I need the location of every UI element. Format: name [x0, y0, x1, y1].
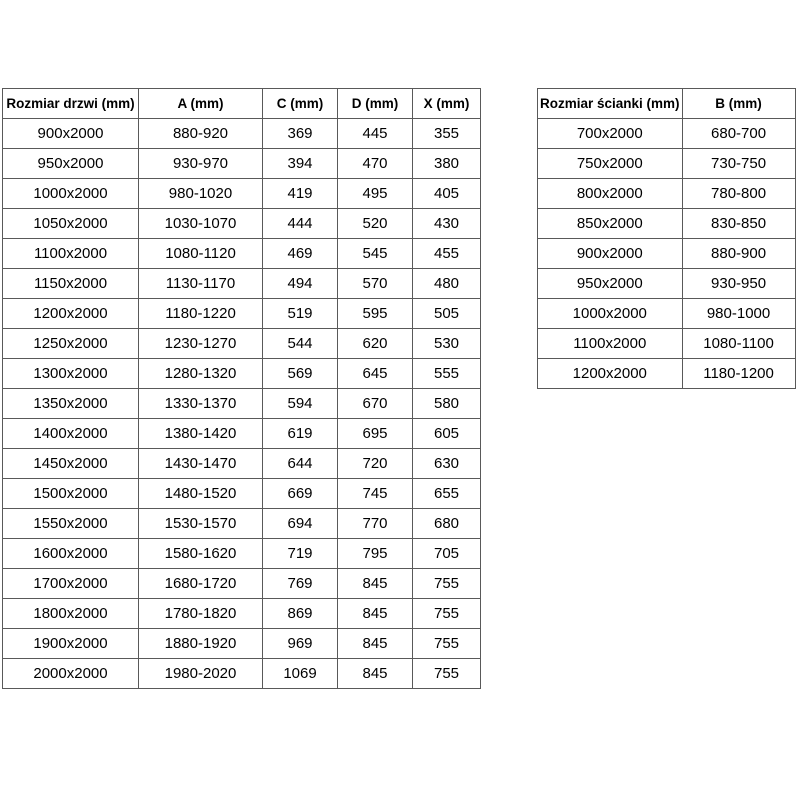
table-cell: 444 [263, 209, 338, 239]
table-cell: 880-920 [139, 119, 263, 149]
table-cell: 1500x2000 [3, 479, 139, 509]
table-row [3, 149, 481, 179]
table-cell: 730-750 [682, 149, 795, 179]
table-cell: 380 [413, 149, 481, 179]
table-row [538, 299, 796, 329]
table-cell: 1780-1820 [139, 599, 263, 629]
table-cell: 430 [413, 209, 481, 239]
table-cell: 1480-1520 [139, 479, 263, 509]
table-cell: 795 [338, 539, 413, 569]
wall-panel-size-table-head [538, 89, 796, 119]
table-cell: 455 [413, 239, 481, 269]
table-row [3, 239, 481, 269]
table-cell: 705 [413, 539, 481, 569]
table-cell: 655 [413, 479, 481, 509]
table-cell: 1530-1570 [139, 509, 263, 539]
table-row [3, 389, 481, 419]
table-cell: 1069 [263, 659, 338, 689]
table-cell: 780-800 [682, 179, 795, 209]
table-cell: 620 [338, 329, 413, 359]
table-cell: 520 [338, 209, 413, 239]
table-cell: 1300x2000 [3, 359, 139, 389]
table-cell: 1350x2000 [3, 389, 139, 419]
table-cell: 1280-1320 [139, 359, 263, 389]
column-header: Rozmiar ścianki (mm) [538, 89, 683, 119]
table-cell: 980-1000 [682, 299, 795, 329]
table-cell: 755 [413, 599, 481, 629]
table-cell: 1600x2000 [3, 539, 139, 569]
door-size-table [2, 88, 481, 689]
table-row [538, 359, 796, 389]
table-row [3, 629, 481, 659]
table-row [3, 119, 481, 149]
column-header: A (mm) [139, 89, 263, 119]
table-cell: 580 [413, 389, 481, 419]
table-cell: 845 [338, 659, 413, 689]
table-row [3, 419, 481, 449]
table-cell: 419 [263, 179, 338, 209]
table-cell: 544 [263, 329, 338, 359]
table-row [3, 449, 481, 479]
table-cell: 745 [338, 479, 413, 509]
table-cell: 1200x2000 [3, 299, 139, 329]
table-cell: 1580-1620 [139, 539, 263, 569]
table-cell: 470 [338, 149, 413, 179]
table-cell: 595 [338, 299, 413, 329]
table-cell: 469 [263, 239, 338, 269]
table-row [3, 179, 481, 209]
table-cell: 680 [413, 509, 481, 539]
table-cell: 505 [413, 299, 481, 329]
table-cell: 1430-1470 [139, 449, 263, 479]
table-cell: 830-850 [682, 209, 795, 239]
table-cell: 1130-1170 [139, 269, 263, 299]
wall-panel-size-table [537, 88, 796, 389]
table-cell: 900x2000 [3, 119, 139, 149]
table-cell: 670 [338, 389, 413, 419]
table-cell: 644 [263, 449, 338, 479]
table-cell: 930-950 [682, 269, 795, 299]
table-cell: 1550x2000 [3, 509, 139, 539]
table-cell: 1100x2000 [538, 329, 683, 359]
table-cell: 694 [263, 509, 338, 539]
table-cell: 630 [413, 449, 481, 479]
table-cell: 769 [263, 569, 338, 599]
table-cell: 570 [338, 269, 413, 299]
table-cell: 900x2000 [538, 239, 683, 269]
table-cell: 980-1020 [139, 179, 263, 209]
table-cell: 1200x2000 [538, 359, 683, 389]
table-cell: 695 [338, 419, 413, 449]
table-cell: 555 [413, 359, 481, 389]
table-cell: 1700x2000 [3, 569, 139, 599]
table-row [3, 509, 481, 539]
table-cell: 700x2000 [538, 119, 683, 149]
table-cell: 2000x2000 [3, 659, 139, 689]
table-row [3, 599, 481, 629]
table-cell: 519 [263, 299, 338, 329]
table-cell: 950x2000 [538, 269, 683, 299]
table-cell: 845 [338, 569, 413, 599]
table-cell: 1250x2000 [3, 329, 139, 359]
table-cell: 480 [413, 269, 481, 299]
table-row [3, 359, 481, 389]
table-cell: 1230-1270 [139, 329, 263, 359]
table-cell: 1400x2000 [3, 419, 139, 449]
table-row [3, 659, 481, 689]
table-cell: 1900x2000 [3, 629, 139, 659]
table-cell: 1330-1370 [139, 389, 263, 419]
column-header: D (mm) [338, 89, 413, 119]
table-cell: 845 [338, 629, 413, 659]
table-cell: 845 [338, 599, 413, 629]
table-row [538, 179, 796, 209]
table-row [3, 569, 481, 599]
table-cell: 755 [413, 629, 481, 659]
table-cell: 1050x2000 [3, 209, 139, 239]
table-cell: 720 [338, 449, 413, 479]
table-row [538, 269, 796, 299]
table-cell: 1880-1920 [139, 629, 263, 659]
table-cell: 880-900 [682, 239, 795, 269]
table-cell: 750x2000 [538, 149, 683, 179]
table-cell: 719 [263, 539, 338, 569]
table-cell: 850x2000 [538, 209, 683, 239]
table-cell: 1080-1120 [139, 239, 263, 269]
table-cell: 669 [263, 479, 338, 509]
table-cell: 680-700 [682, 119, 795, 149]
table-cell: 1180-1200 [682, 359, 795, 389]
table-row [3, 209, 481, 239]
table-cell: 545 [338, 239, 413, 269]
table-cell: 1030-1070 [139, 209, 263, 239]
table-cell: 950x2000 [3, 149, 139, 179]
table-cell: 569 [263, 359, 338, 389]
table-cell: 1100x2000 [3, 239, 139, 269]
table-cell: 530 [413, 329, 481, 359]
table-cell: 594 [263, 389, 338, 419]
column-header: C (mm) [263, 89, 338, 119]
table-row [538, 329, 796, 359]
table-cell: 770 [338, 509, 413, 539]
table-cell: 1380-1420 [139, 419, 263, 449]
header-row [538, 89, 796, 119]
table-row [3, 269, 481, 299]
table-cell: 405 [413, 179, 481, 209]
table-cell: 369 [263, 119, 338, 149]
table-cell: 645 [338, 359, 413, 389]
table-row [538, 239, 796, 269]
table-cell: 1000x2000 [3, 179, 139, 209]
table-row [3, 299, 481, 329]
table-cell: 394 [263, 149, 338, 179]
table-cell: 619 [263, 419, 338, 449]
column-header: X (mm) [413, 89, 481, 119]
table-cell: 1080-1100 [682, 329, 795, 359]
table-cell: 1680-1720 [139, 569, 263, 599]
table-cell: 930-970 [139, 149, 263, 179]
table-cell: 1150x2000 [3, 269, 139, 299]
table-row [3, 329, 481, 359]
door-size-table-head [3, 89, 481, 119]
table-row [538, 119, 796, 149]
table-cell: 755 [413, 659, 481, 689]
table-cell: 445 [338, 119, 413, 149]
table-row [538, 149, 796, 179]
table-cell: 1980-2020 [139, 659, 263, 689]
table-cell: 969 [263, 629, 338, 659]
table-cell: 495 [338, 179, 413, 209]
table-cell: 1180-1220 [139, 299, 263, 329]
table-cell: 355 [413, 119, 481, 149]
table-cell: 605 [413, 419, 481, 449]
table-cell: 1000x2000 [538, 299, 683, 329]
table-cell: 800x2000 [538, 179, 683, 209]
wall-panel-size-table-body [538, 119, 796, 389]
table-row [3, 539, 481, 569]
column-header: B (mm) [682, 89, 795, 119]
table-cell: 494 [263, 269, 338, 299]
door-size-table-body [3, 119, 481, 689]
table-cell: 869 [263, 599, 338, 629]
table-cell: 1800x2000 [3, 599, 139, 629]
header-row [3, 89, 481, 119]
column-header: Rozmiar drzwi (mm) [3, 89, 139, 119]
table-cell: 1450x2000 [3, 449, 139, 479]
table-cell: 755 [413, 569, 481, 599]
table-row [538, 209, 796, 239]
table-row [3, 479, 481, 509]
